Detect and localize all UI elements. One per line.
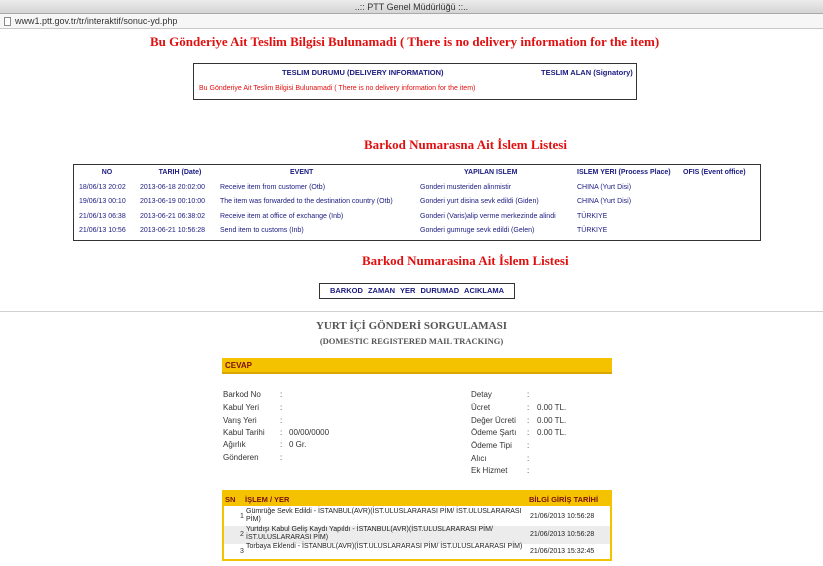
table-row — [74, 195, 760, 210]
field-label: Değer Ücreti — [471, 416, 516, 425]
events-table-box — [73, 164, 761, 241]
field-label: Ödeme Tipi — [471, 441, 512, 450]
field-colon: : — [527, 454, 530, 463]
cell-date: 2013-06-21 06:38:02 — [140, 212, 205, 220]
cell-no: 19/06/13 00:10 — [79, 198, 126, 206]
field-colon: : — [280, 428, 283, 437]
window-title: ..:: PTT Genel Müdürlüğü ::.. — [354, 2, 469, 12]
col-place: ISLEM YERI (Process Place) — [577, 169, 671, 176]
table-row — [224, 508, 610, 526]
field-value: 00/00/0000 — [289, 428, 330, 437]
table-row — [74, 224, 760, 239]
field-label: Kabul Yeri — [223, 403, 260, 412]
col-office: OFIS (Event office) — [683, 169, 746, 176]
row-date: 21/06/2013 10:56:28 — [530, 513, 595, 520]
cell-no: 21/06/13 06:38 — [79, 212, 126, 220]
cell-date: 2013-06-19 00:10:00 — [140, 198, 205, 206]
field-label: Detay — [471, 390, 492, 399]
col-action: İŞLEM / YER — [245, 495, 290, 504]
table-row — [224, 543, 610, 561]
field-colon: : — [527, 466, 530, 475]
field-colon: : — [280, 403, 283, 412]
page-icon — [4, 17, 11, 26]
field-label: Varış Yeri — [223, 416, 257, 425]
delivery-message: Bu Gönderiye Ait Teslim Bilgisi Bulunamadi ( There is no delivery information for the item) — [199, 85, 476, 92]
domestic-title: YURT İÇİ GÖNDERİ SORGULAMASI — [315, 320, 508, 332]
delivery-status-header: TESLIM DURUMU (DELIVERY INFORMATION) — [282, 68, 444, 77]
field-colon: : — [280, 390, 283, 399]
field-label: Barkod No — [223, 390, 261, 399]
field-colon: : — [527, 403, 530, 412]
table-row — [74, 180, 760, 195]
table-row — [74, 209, 760, 224]
cell-place: CHINA (Yurt Disi) — [577, 198, 632, 206]
cell-event: The item was forwarded to the destination country (Otb) — [220, 198, 393, 206]
domestic-subtitle: (DOMESTIC REGISTERED MAIL TRACKING) — [319, 336, 504, 346]
field-value: 0.00 TL. — [537, 403, 567, 412]
field-label: Kabul Tarihi — [223, 428, 265, 437]
cell-event: Receive item from customer (Otb) — [220, 183, 326, 191]
col-entry-date: BİLGİ GİRİŞ TARİHİ — [529, 495, 599, 504]
cell-event: Receive item at office of exchange (Inb) — [220, 212, 344, 220]
field-colon: : — [280, 453, 283, 462]
cell-action: Gonderi gumruge sevk edildi (Gelen) — [420, 227, 535, 235]
history-table — [222, 490, 612, 561]
cell-office — [683, 209, 760, 224]
events-table — [74, 165, 760, 238]
col-action: YAPILAN ISLEM — [464, 169, 518, 176]
row-date: 21/06/2013 10:56:28 — [530, 531, 595, 538]
cell-event: Send item to customs (Inb) — [220, 227, 304, 235]
cell-action: Gonderi musteriden alinmistir — [420, 183, 512, 191]
row-sn: 1 — [240, 513, 244, 520]
window-title-bar — [0, 0, 823, 14]
cell-no: 18/06/13 20:02 — [79, 183, 126, 191]
cell-office — [683, 224, 760, 239]
field-value: 0.00 TL. — [537, 416, 567, 425]
no-delivery-title: Bu Gönderiye Ait Teslim Bilgisi Bulunamadi ( There is no delivery information for the item) — [150, 34, 660, 49]
cell-date: 2013-06-18 20:02:00 — [140, 183, 205, 191]
field-label: Ek Hizmet — [471, 466, 508, 475]
field-value: 0.00 TL. — [537, 428, 567, 437]
col-date: TARIH (Date) — [158, 169, 202, 176]
row-action: Yurtdışı Kabul Geliş Kaydı Yapıldı - İSTANBUL(AVR)(İST.ULUSLARARASI PİM/ İST.ULUSLARARASI PİM) — [246, 526, 493, 541]
field-value: 0 Gr. — [289, 440, 307, 449]
field-label: Ağırlık — [223, 440, 246, 449]
cell-date: 2013-06-21 10:56:28 — [140, 227, 205, 235]
field-colon: : — [527, 416, 530, 425]
cell-place: CHINA (Yurt Disi) — [577, 183, 632, 191]
delivery-info-box — [193, 63, 637, 100]
field-colon: : — [527, 441, 530, 450]
second-list-title: Barkod Numarasina Ait İslem Listesi — [362, 253, 569, 268]
url-text[interactable]: www1.ptt.gov.tr/tr/interaktif/sonuc-yd.php — [15, 16, 178, 26]
table-row — [224, 526, 610, 544]
cell-office — [683, 195, 760, 210]
cell-action: Gonderi yurt disina sevk edildi (Giden) — [420, 198, 539, 206]
row-action: Gümrüğe Sevk Edildi - İSTANBUL(AVR)(İST.ULUSLARARASI PİM/ İST.ULUSLARARASI PİM) — [246, 508, 522, 523]
history-header — [224, 492, 610, 506]
second-list-header: BARKOD ZAMAN YER DURUMAD ACIKLAMA — [329, 286, 505, 295]
divider — [0, 311, 823, 312]
second-list-header-box — [319, 283, 515, 299]
field-colon: : — [527, 428, 530, 437]
field-colon: : — [280, 416, 283, 425]
cell-place: TÜRKIYE — [577, 227, 608, 235]
cell-place: TÜRKIYE — [577, 212, 608, 220]
field-label: Alıcı — [471, 454, 487, 463]
row-action: Torbaya Eklendi - İSTANBUL(AVR)(İST.ULUSLARARASI PİM/ İST.ULUSLARARASI PİM) — [246, 543, 523, 550]
cell-no: 21/06/13 10:56 — [79, 227, 126, 235]
signatory-header: TESLIM ALAN (Signatory) — [541, 68, 633, 77]
events-title: Barkod Numarasna Ait İslem Listesi — [364, 137, 567, 152]
cell-action: Gonderi (Varis)alip verme merkezinde alindi — [420, 212, 556, 220]
row-date: 21/06/2013 15:32:45 — [530, 548, 595, 555]
field-colon: : — [527, 390, 530, 399]
field-label: Ödeme Şartı — [471, 428, 517, 437]
answer-label: CEVAP — [225, 361, 252, 370]
cell-office — [683, 180, 760, 195]
field-label: Gönderen — [223, 453, 259, 462]
row-sn: 2 — [240, 531, 244, 538]
field-colon: : — [280, 440, 283, 449]
events-header-row — [74, 165, 760, 180]
col-event: EVENT — [290, 169, 314, 176]
answer-header — [222, 358, 612, 374]
col-no: NO — [101, 169, 113, 176]
address-bar[interactable] — [0, 14, 823, 29]
field-label: Ücret — [471, 403, 491, 412]
row-sn: 3 — [240, 548, 244, 555]
col-sn: SN — [225, 495, 236, 504]
